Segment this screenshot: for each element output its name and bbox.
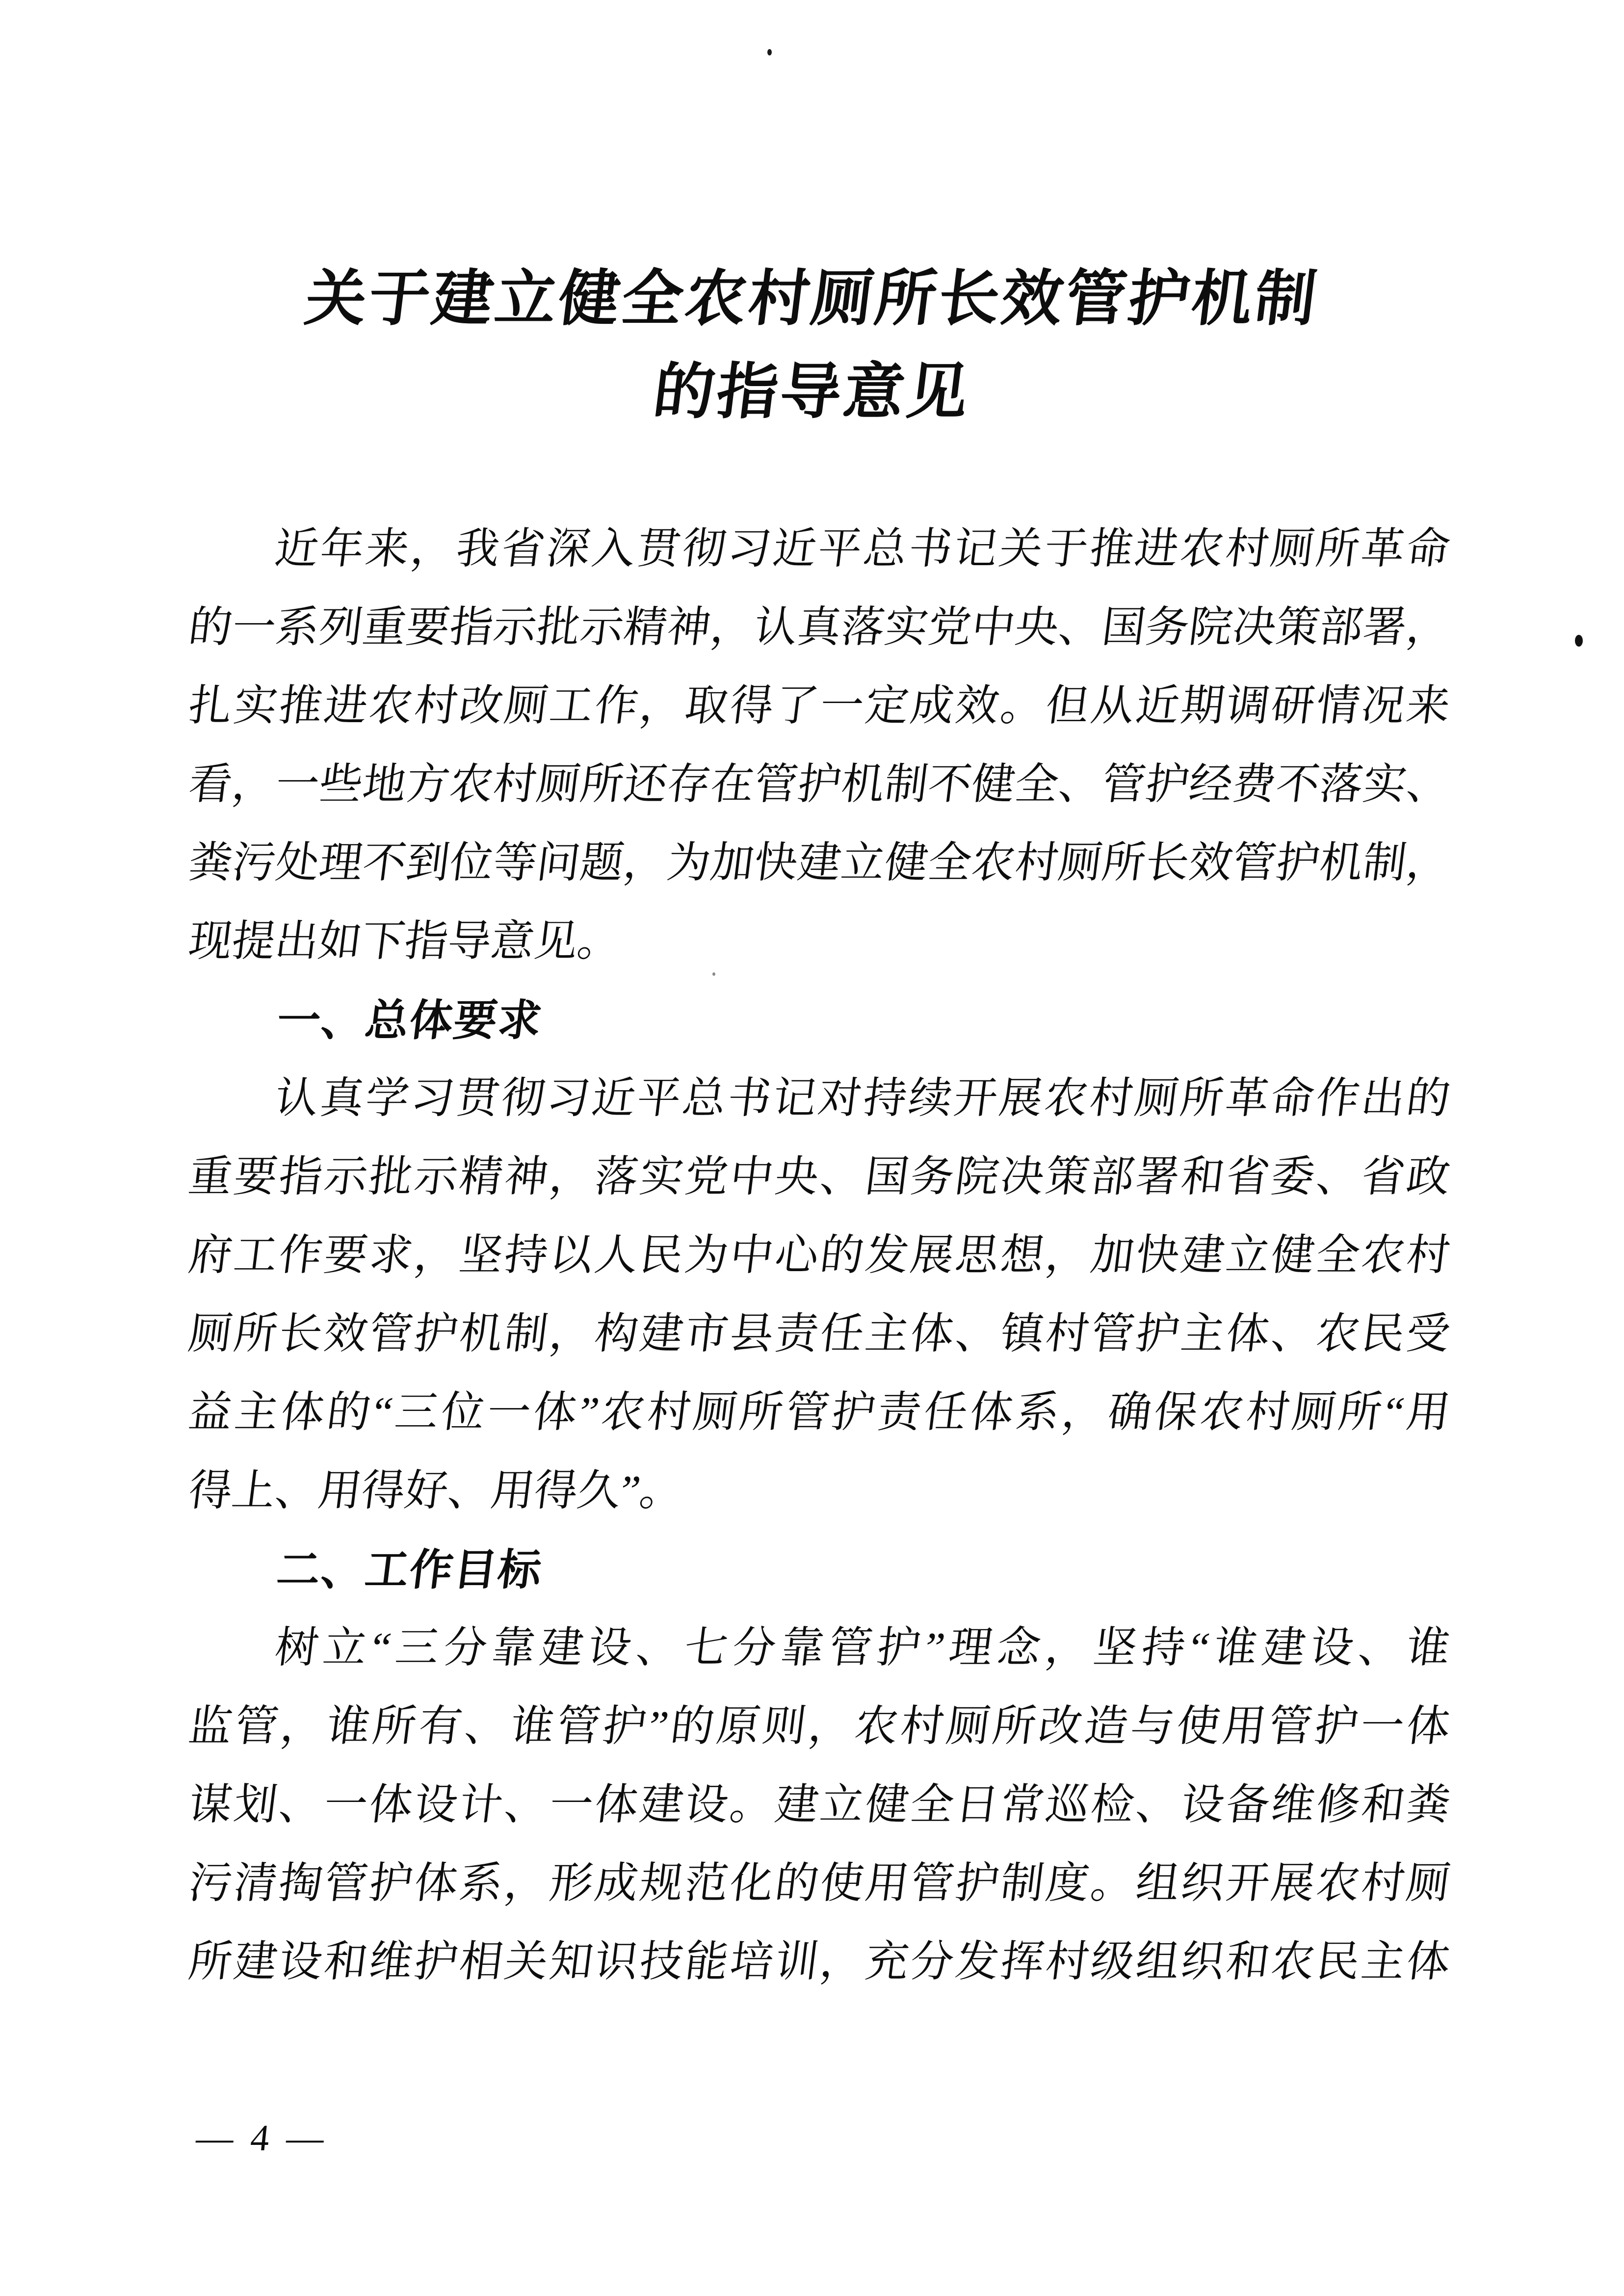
doc-title [0, 253, 1624, 439]
body-line: 厕所长效管护机制，构建市县责任主体、镇村管护主体、农民受 [186, 1310, 1453, 1358]
page-number: — 4 — [194, 2117, 330, 2159]
body-line: 所建设和维护相关知识技能培训，充分发挥村级组织和农民主体 [186, 1938, 1453, 1986]
body-line: 树立“三分靠建设、七分靠管护”理念，坚持“谁建设、谁 [272, 1624, 1453, 1672]
body-line: 污清掏管护体系，形成规范化的使用管护制度。组织开展农村厕 [186, 1860, 1453, 1907]
body-line: 粪污处理不到位等问题，为加快建立健全农村厕所长效管护机制， [186, 839, 1453, 887]
body-line: 谋划、一体设计、一体建设。建立健全日常巡检、设备维修和粪 [186, 1781, 1453, 1829]
scan-speck [767, 49, 772, 55]
body-line: 现提出如下指导意见。 [186, 918, 624, 965]
doc-title-line-2: 的指导意见 [650, 359, 974, 426]
body-line: 认真学习贯彻习近平总书记对持续开展农村厕所革命作出的 [272, 1075, 1453, 1122]
section-heading-2: 二、工作目标 [274, 1545, 546, 1594]
body-line: 近年来，我省深入贯彻习近平总书记关于推进农村厕所革命 [272, 525, 1453, 573]
body-line: 的一系列重要指示批示精神，认真落实党中央、国务院决策部署， [186, 604, 1453, 652]
doc-title-line-1: 关于建立健全农村厕所长效管护机制 [301, 265, 1323, 333]
body-line: 看，一些地方农村厕所还存在管护机制不健全、管护经费不落实、 [186, 761, 1453, 809]
body-line: 得上、用得好、用得久”。 [186, 1467, 686, 1515]
scan-speck [1575, 635, 1583, 647]
scan-speck [712, 972, 715, 976]
body-line: 重要指示批示精神，落实党中央、国务院决策部署和省委、省政 [186, 1153, 1453, 1201]
body-line: 益主体的“三位一体”农村厕所管护责任体系，确保农村厕所“用 [186, 1389, 1453, 1436]
section-heading-1: 一、总体要求 [274, 996, 546, 1044]
document-body [186, 510, 1453, 2002]
body-line: 监管，谁所有、谁管护”的原则，农村厕所改造与使用管护一体 [186, 1703, 1453, 1750]
body-line: 扎实推进农村改厕工作，取得了一定成效。但从近期调研情况来 [186, 682, 1453, 730]
body-line: 府工作要求，坚持以人民为中心的发展思想，加快建立健全农村 [186, 1232, 1453, 1279]
